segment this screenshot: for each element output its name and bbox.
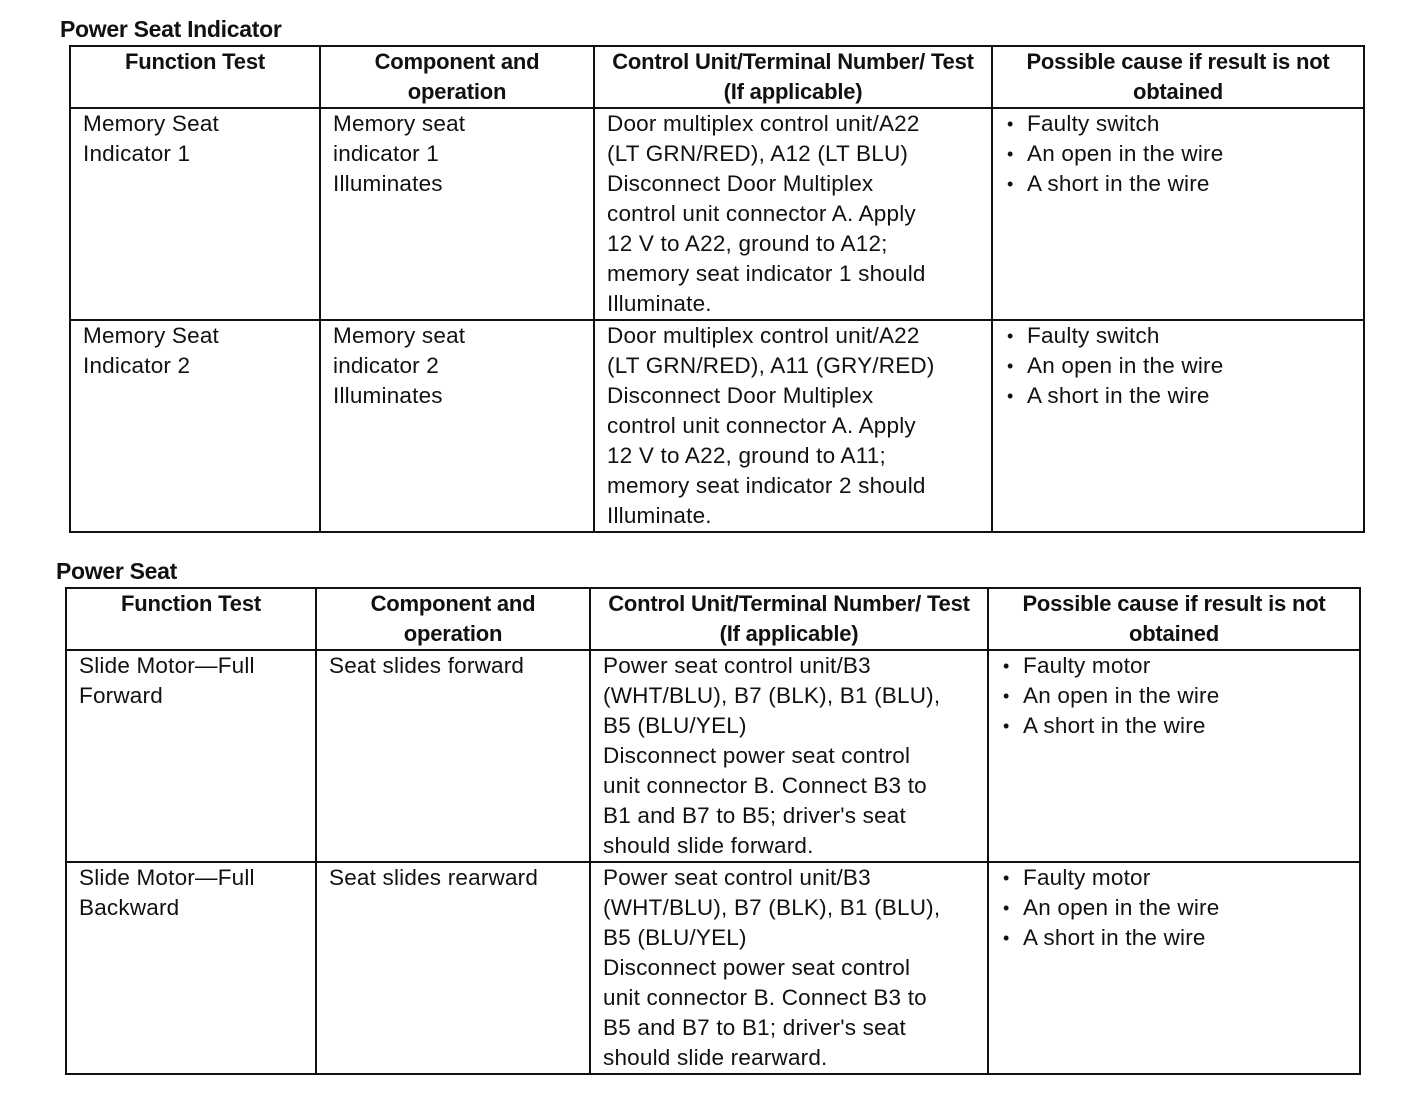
component-cell: Seat slides rearward (316, 862, 590, 1074)
cause-item: • An open in the wire (1001, 893, 1351, 923)
component-cell: Seat slides forward (316, 650, 590, 862)
header-function-test: Function Test (70, 46, 320, 108)
section-title-power-seat: Power Seat (56, 558, 177, 584)
component-cell: Memory seat indicator 2 Illuminates (320, 320, 594, 532)
table-row (66, 650, 1360, 862)
control-unit-cell: Power seat control unit/B3 (WHT/BLU), B7 (BLK), B1 (BLU), B5 (BLU/YEL) Disconnect power seat control unit connector B. Connect B3 to B5 and B7 to B1; driver's seat should slide rearward. (590, 862, 988, 1074)
header-function-test: Function Test (66, 588, 316, 650)
cause-list (1005, 321, 1355, 411)
function-test-cell: Slide Motor—Full Forward (66, 650, 316, 862)
table-row (66, 862, 1360, 1074)
header-possible-cause: Possible cause if result is not obtained (992, 46, 1364, 108)
cause-item: • Faulty switch (1005, 109, 1355, 139)
cause-item: • A short in the wire (1005, 169, 1355, 199)
function-test-cell: Slide Motor—Full Backward (66, 862, 316, 1074)
section-title-power-seat-indicator: Power Seat Indicator (60, 16, 282, 42)
possible-cause-cell (988, 862, 1360, 1074)
cause-item: • A short in the wire (1005, 381, 1355, 411)
cause-item: • An open in the wire (1005, 139, 1355, 169)
header-component-operation: Component and operation (316, 588, 590, 650)
cause-item: • A short in the wire (1001, 711, 1351, 741)
possible-cause-cell (992, 108, 1364, 320)
header-possible-cause: Possible cause if result is not obtained (988, 588, 1360, 650)
function-test-cell: Memory Seat Indicator 2 (70, 320, 320, 532)
cause-list (1001, 651, 1351, 741)
cause-item: • Faulty switch (1005, 321, 1355, 351)
header-control-unit: Control Unit/Terminal Number/ Test (If applicable) (590, 588, 988, 650)
header-control-unit: Control Unit/Terminal Number/ Test (If applicable) (594, 46, 992, 108)
cause-list (1005, 109, 1355, 199)
control-unit-cell: Door multiplex control unit/A22 (LT GRN/RED), A11 (GRY/RED) Disconnect Door Multiplex control unit connector A. Apply 12 V to A22, ground to A11; memory seat indicator 2 should Illuminate. (594, 320, 992, 532)
cause-list (1001, 863, 1351, 953)
possible-cause-cell (992, 320, 1364, 532)
power-seat-table (65, 587, 1361, 1075)
table-row (70, 320, 1364, 532)
function-test-cell: Memory Seat Indicator 1 (70, 108, 320, 320)
component-cell: Memory seat indicator 1 Illuminates (320, 108, 594, 320)
cause-item: • Faulty motor (1001, 651, 1351, 681)
table-row (70, 108, 1364, 320)
control-unit-cell: Door multiplex control unit/A22 (LT GRN/RED), A12 (LT BLU) Disconnect Door Multiplex control unit connector A. Apply 12 V to A22, ground to A12; memory seat indicator 1 should Illuminate. (594, 108, 992, 320)
possible-cause-cell (988, 650, 1360, 862)
table-header-row (70, 46, 1364, 108)
control-unit-cell: Power seat control unit/B3 (WHT/BLU), B7 (BLK), B1 (BLU), B5 (BLU/YEL) Disconnect power seat control unit connector B. Connect B3 to B1 and B7 to B5; driver's seat should slide forward. (590, 650, 988, 862)
cause-item: • A short in the wire (1001, 923, 1351, 953)
power-seat-indicator-table (69, 45, 1365, 533)
table-header-row (66, 588, 1360, 650)
cause-item: • An open in the wire (1005, 351, 1355, 381)
cause-item: • An open in the wire (1001, 681, 1351, 711)
cause-item: • Faulty motor (1001, 863, 1351, 893)
header-component-operation: Component and operation (320, 46, 594, 108)
